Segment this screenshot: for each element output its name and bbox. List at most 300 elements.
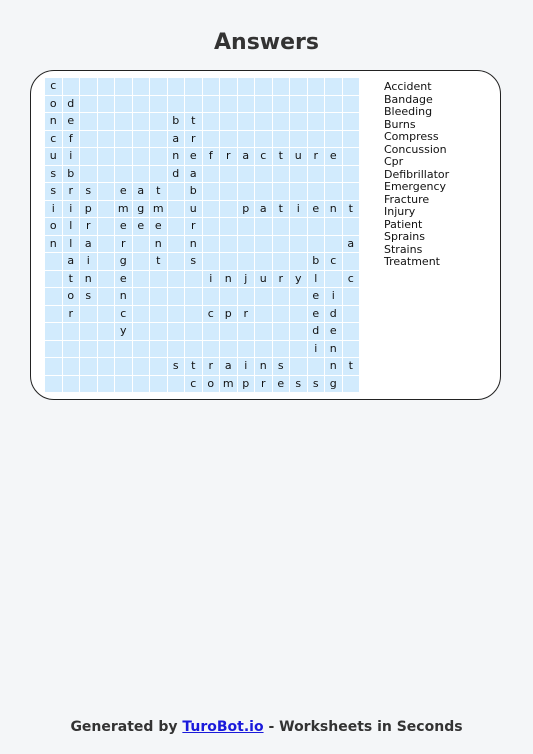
grid-cell — [255, 131, 272, 148]
grid-cell — [220, 96, 237, 113]
grid-cell — [273, 131, 290, 148]
grid-cell — [63, 376, 80, 393]
grid-cell — [220, 166, 237, 183]
grid-cell — [203, 183, 220, 200]
grid-cell: s — [308, 376, 325, 393]
grid-cell — [45, 288, 62, 305]
grid-cell: d — [308, 323, 325, 340]
grid-cell — [238, 288, 255, 305]
grid-cell — [203, 78, 220, 95]
grid-cell — [133, 78, 150, 95]
grid-cell — [308, 96, 325, 113]
grid-cell — [115, 166, 132, 183]
grid-cell — [45, 376, 62, 393]
grid-cell — [308, 236, 325, 253]
grid-cell — [150, 131, 167, 148]
grid-cell: e — [115, 183, 132, 200]
grid-cell — [220, 236, 237, 253]
grid-cell: p — [238, 201, 255, 218]
grid-cell — [308, 218, 325, 235]
grid-cell: r — [255, 376, 272, 393]
grid-cell — [98, 341, 115, 358]
grid-cell: a — [185, 166, 202, 183]
grid-cell — [308, 78, 325, 95]
footer-suffix: - Worksheets in Seconds — [268, 719, 463, 735]
grid-cell — [238, 323, 255, 340]
grid-cell — [168, 236, 185, 253]
grid-cell: p — [80, 201, 97, 218]
grid-cell: r — [185, 131, 202, 148]
grid-cell — [45, 323, 62, 340]
grid-cell: d — [63, 96, 80, 113]
grid-cell: e — [63, 113, 80, 130]
grid-cell — [133, 341, 150, 358]
grid-cell — [133, 113, 150, 130]
grid-cell: r — [238, 306, 255, 323]
grid-cell — [98, 323, 115, 340]
grid-cell — [98, 218, 115, 235]
grid-cell: b — [63, 166, 80, 183]
grid-cell — [98, 306, 115, 323]
grid-cell — [238, 236, 255, 253]
grid-cell — [168, 218, 185, 235]
grid-cell — [238, 253, 255, 270]
grid-cell — [343, 288, 360, 305]
word-item: Treatment — [384, 255, 440, 268]
grid-cell: c — [325, 253, 342, 270]
grid-cell — [255, 323, 272, 340]
grid-cell — [80, 376, 97, 393]
grid-cell — [255, 341, 272, 358]
grid-cell: s — [168, 358, 185, 375]
footer — [0, 719, 533, 735]
grid-cell: e — [185, 148, 202, 165]
grid-cell — [98, 131, 115, 148]
grid-cell: a — [255, 201, 272, 218]
grid-cell: m — [150, 201, 167, 218]
grid-cell — [98, 358, 115, 375]
grid-cell — [290, 113, 307, 130]
grid-cell — [203, 218, 220, 235]
grid-cell: m — [220, 376, 237, 393]
grid-cell — [133, 323, 150, 340]
grid-cell — [115, 78, 132, 95]
grid-cell — [255, 166, 272, 183]
letter-grid — [45, 78, 359, 392]
grid-cell — [325, 271, 342, 288]
grid-cell: b — [168, 113, 185, 130]
grid-cell — [133, 253, 150, 270]
word-item: Cpr — [384, 155, 404, 168]
grid-cell — [80, 131, 97, 148]
grid-cell: l — [63, 218, 80, 235]
grid-cell: t — [343, 201, 360, 218]
grid-cell — [150, 306, 167, 323]
grid-cell: i — [308, 341, 325, 358]
grid-cell — [308, 183, 325, 200]
grid-cell: f — [203, 148, 220, 165]
grid-cell: t — [150, 253, 167, 270]
grid-cell — [325, 218, 342, 235]
grid-cell — [290, 236, 307, 253]
grid-cell — [343, 218, 360, 235]
grid-cell: i — [325, 288, 342, 305]
grid-cell — [63, 358, 80, 375]
grid-cell — [220, 323, 237, 340]
grid-cell: u — [255, 271, 272, 288]
grid-cell — [80, 78, 97, 95]
word-item: Bleeding — [384, 105, 433, 118]
grid-cell — [273, 341, 290, 358]
grid-cell — [273, 96, 290, 113]
grid-cell: b — [308, 253, 325, 270]
grid-cell: c — [115, 306, 132, 323]
grid-cell — [238, 218, 255, 235]
grid-cell: e — [325, 148, 342, 165]
grid-cell — [220, 218, 237, 235]
grid-cell — [45, 341, 62, 358]
grid-cell — [168, 323, 185, 340]
grid-cell: c — [185, 376, 202, 393]
grid-cell — [133, 236, 150, 253]
grid-cell: l — [308, 271, 325, 288]
grid-cell — [185, 96, 202, 113]
grid-cell: e — [115, 218, 132, 235]
grid-cell: o — [45, 218, 62, 235]
grid-cell — [290, 306, 307, 323]
grid-cell: i — [45, 201, 62, 218]
grid-cell: a — [168, 131, 185, 148]
grid-cell: p — [238, 376, 255, 393]
grid-cell — [290, 358, 307, 375]
grid-cell: n — [325, 201, 342, 218]
grid-cell — [150, 358, 167, 375]
grid-cell — [325, 131, 342, 148]
grid-cell — [238, 183, 255, 200]
grid-cell: g — [325, 376, 342, 393]
grid-cell — [150, 376, 167, 393]
grid-cell: c — [45, 78, 62, 95]
grid-cell — [273, 166, 290, 183]
grid-cell — [325, 183, 342, 200]
grid-cell: c — [255, 148, 272, 165]
word-item: Emergency — [384, 180, 447, 193]
grid-cell — [290, 323, 307, 340]
grid-cell — [343, 323, 360, 340]
grid-cell — [220, 201, 237, 218]
grid-cell — [273, 288, 290, 305]
grid-cell — [203, 113, 220, 130]
grid-cell — [115, 358, 132, 375]
grid-cell — [203, 236, 220, 253]
grid-cell — [308, 113, 325, 130]
grid-cell — [168, 341, 185, 358]
grid-cell: i — [203, 271, 220, 288]
grid-cell — [98, 183, 115, 200]
grid-cell — [203, 253, 220, 270]
grid-cell: d — [168, 166, 185, 183]
grid-cell — [98, 166, 115, 183]
grid-cell — [133, 148, 150, 165]
grid-cell — [220, 288, 237, 305]
grid-cell — [168, 271, 185, 288]
grid-cell — [308, 166, 325, 183]
grid-cell — [290, 253, 307, 270]
grid-cell — [150, 288, 167, 305]
grid-cell — [255, 253, 272, 270]
grid-cell — [185, 288, 202, 305]
page-title: Answers — [214, 30, 319, 55]
grid-cell — [290, 96, 307, 113]
grid-cell: e — [308, 201, 325, 218]
grid-cell: c — [343, 271, 360, 288]
grid-cell: i — [238, 358, 255, 375]
word-list — [384, 81, 449, 269]
grid-cell — [185, 323, 202, 340]
grid-cell: s — [273, 358, 290, 375]
grid-cell: t — [63, 271, 80, 288]
grid-cell — [80, 113, 97, 130]
grid-cell — [255, 306, 272, 323]
grid-cell — [45, 358, 62, 375]
grid-cell: n — [185, 236, 202, 253]
grid-cell: n — [45, 236, 62, 253]
grid-cell: n — [220, 271, 237, 288]
grid-cell — [203, 131, 220, 148]
grid-cell — [290, 166, 307, 183]
grid-cell — [115, 376, 132, 393]
grid-cell — [133, 271, 150, 288]
grid-cell — [98, 96, 115, 113]
grid-cell — [98, 288, 115, 305]
grid-cell: u — [45, 148, 62, 165]
grid-cell — [255, 78, 272, 95]
grid-cell: n — [325, 341, 342, 358]
grid-cell — [220, 341, 237, 358]
grid-cell: o — [203, 376, 220, 393]
grid-cell: r — [273, 271, 290, 288]
grid-cell — [290, 183, 307, 200]
grid-cell — [168, 288, 185, 305]
grid-cell — [273, 236, 290, 253]
grid-cell — [290, 288, 307, 305]
grid-cell — [133, 288, 150, 305]
word-item: Patient — [384, 217, 423, 231]
grid-cell — [343, 376, 360, 393]
grid-cell — [343, 253, 360, 270]
grid-cell: u — [185, 201, 202, 218]
grid-cell: s — [45, 166, 62, 183]
grid-cell — [185, 271, 202, 288]
grid-cell: s — [80, 288, 97, 305]
grid-cell: a — [343, 236, 360, 253]
grid-cell — [255, 96, 272, 113]
grid-cell — [63, 323, 80, 340]
grid-cell — [185, 306, 202, 323]
grid-cell: i — [80, 253, 97, 270]
grid-cell: e — [325, 323, 342, 340]
grid-cell — [290, 341, 307, 358]
grid-cell — [168, 253, 185, 270]
grid-cell: l — [63, 236, 80, 253]
grid-cell — [273, 78, 290, 95]
grid-cell — [203, 166, 220, 183]
grid-cell: r — [115, 236, 132, 253]
grid-cell — [325, 96, 342, 113]
grid-cell — [98, 78, 115, 95]
grid-cell: t — [343, 358, 360, 375]
grid-cell: e — [150, 218, 167, 235]
grid-cell — [168, 96, 185, 113]
grid-cell — [115, 113, 132, 130]
grid-cell: p — [220, 306, 237, 323]
grid-cell — [220, 78, 237, 95]
grid-cell — [203, 323, 220, 340]
grid-cell — [45, 271, 62, 288]
grid-cell — [238, 166, 255, 183]
grid-cell — [80, 323, 97, 340]
word-item: Defibrillator — [384, 167, 450, 181]
grid-cell — [133, 358, 150, 375]
grid-cell: f — [63, 131, 80, 148]
word-item: Fracture — [384, 192, 430, 206]
grid-cell: s — [45, 183, 62, 200]
grid-cell: n — [325, 358, 342, 375]
grid-cell — [343, 341, 360, 358]
grid-cell — [343, 131, 360, 148]
grid-cell — [168, 376, 185, 393]
grid-cell: i — [290, 201, 307, 218]
grid-cell — [203, 288, 220, 305]
grid-cell — [290, 131, 307, 148]
grid-cell — [80, 148, 97, 165]
grid-cell — [98, 201, 115, 218]
grid-cell — [98, 148, 115, 165]
grid-cell: y — [115, 323, 132, 340]
grid-cell — [343, 166, 360, 183]
grid-cell — [115, 341, 132, 358]
grid-cell — [343, 78, 360, 95]
grid-cell: a — [238, 148, 255, 165]
grid-cell — [185, 341, 202, 358]
grid-cell — [150, 148, 167, 165]
grid-cell — [238, 341, 255, 358]
grid-cell: r — [203, 358, 220, 375]
grid-cell: g — [133, 201, 150, 218]
grid-cell — [203, 201, 220, 218]
grid-cell — [238, 131, 255, 148]
grid-cell — [80, 166, 97, 183]
word-item: Accident — [384, 80, 432, 93]
grid-cell — [273, 218, 290, 235]
grid-cell: m — [115, 201, 132, 218]
grid-cell — [273, 323, 290, 340]
grid-cell: e — [133, 218, 150, 235]
grid-cell: y — [290, 271, 307, 288]
word-item: Concussion — [384, 142, 447, 156]
grid-cell — [255, 113, 272, 130]
grid-cell: g — [115, 253, 132, 270]
grid-cell — [308, 131, 325, 148]
grid-cell — [343, 183, 360, 200]
grid-cell — [115, 131, 132, 148]
grid-cell — [115, 148, 132, 165]
grid-cell — [220, 113, 237, 130]
grid-cell — [80, 306, 97, 323]
grid-cell — [133, 96, 150, 113]
grid-cell: n — [80, 271, 97, 288]
grid-cell — [63, 78, 80, 95]
word-item: Injury — [384, 205, 416, 218]
grid-cell: r — [63, 183, 80, 200]
grid-cell — [255, 218, 272, 235]
grid-cell: i — [63, 201, 80, 218]
grid-cell — [168, 201, 185, 218]
word-item: Bandage — [384, 92, 433, 106]
grid-cell — [255, 288, 272, 305]
grid-cell — [343, 96, 360, 113]
grid-cell: a — [133, 183, 150, 200]
grid-cell: r — [220, 148, 237, 165]
grid-cell: j — [238, 271, 255, 288]
grid-cell — [98, 253, 115, 270]
grid-cell: n — [115, 288, 132, 305]
grid-cell — [343, 306, 360, 323]
grid-cell: c — [203, 306, 220, 323]
grid-cell — [325, 113, 342, 130]
grid-cell: o — [63, 288, 80, 305]
grid-cell: i — [63, 148, 80, 165]
grid-cell — [220, 131, 237, 148]
grid-cell — [343, 148, 360, 165]
word-item: Strains — [384, 242, 423, 256]
grid-cell: a — [63, 253, 80, 270]
word-item: Compress — [384, 130, 439, 143]
grid-cell: u — [290, 148, 307, 165]
grid-cell: r — [185, 218, 202, 235]
grid-cell — [325, 166, 342, 183]
grid-cell — [150, 341, 167, 358]
footer-prefix: Generated by — [70, 719, 178, 735]
grid-cell: a — [220, 358, 237, 375]
grid-cell: r — [63, 306, 80, 323]
grid-cell: t — [273, 201, 290, 218]
grid-cell: n — [45, 113, 62, 130]
grid-cell — [325, 78, 342, 95]
grid-cell — [203, 96, 220, 113]
grid-cell: t — [185, 358, 202, 375]
grid-cell: e — [308, 288, 325, 305]
grid-cell — [133, 166, 150, 183]
grid-cell: s — [80, 183, 97, 200]
grid-cell — [273, 253, 290, 270]
grid-cell: n — [255, 358, 272, 375]
grid-cell — [168, 78, 185, 95]
grid-cell: d — [325, 306, 342, 323]
grid-cell — [98, 271, 115, 288]
grid-cell — [238, 96, 255, 113]
grid-cell — [98, 236, 115, 253]
grid-cell — [150, 78, 167, 95]
grid-cell — [63, 341, 80, 358]
grid-cell — [133, 376, 150, 393]
grid-cell: s — [290, 376, 307, 393]
grid-cell — [45, 306, 62, 323]
turobot-link[interactable]: TuroBot.io — [182, 719, 264, 735]
grid-cell: a — [80, 236, 97, 253]
grid-cell — [133, 306, 150, 323]
grid-cell — [150, 166, 167, 183]
